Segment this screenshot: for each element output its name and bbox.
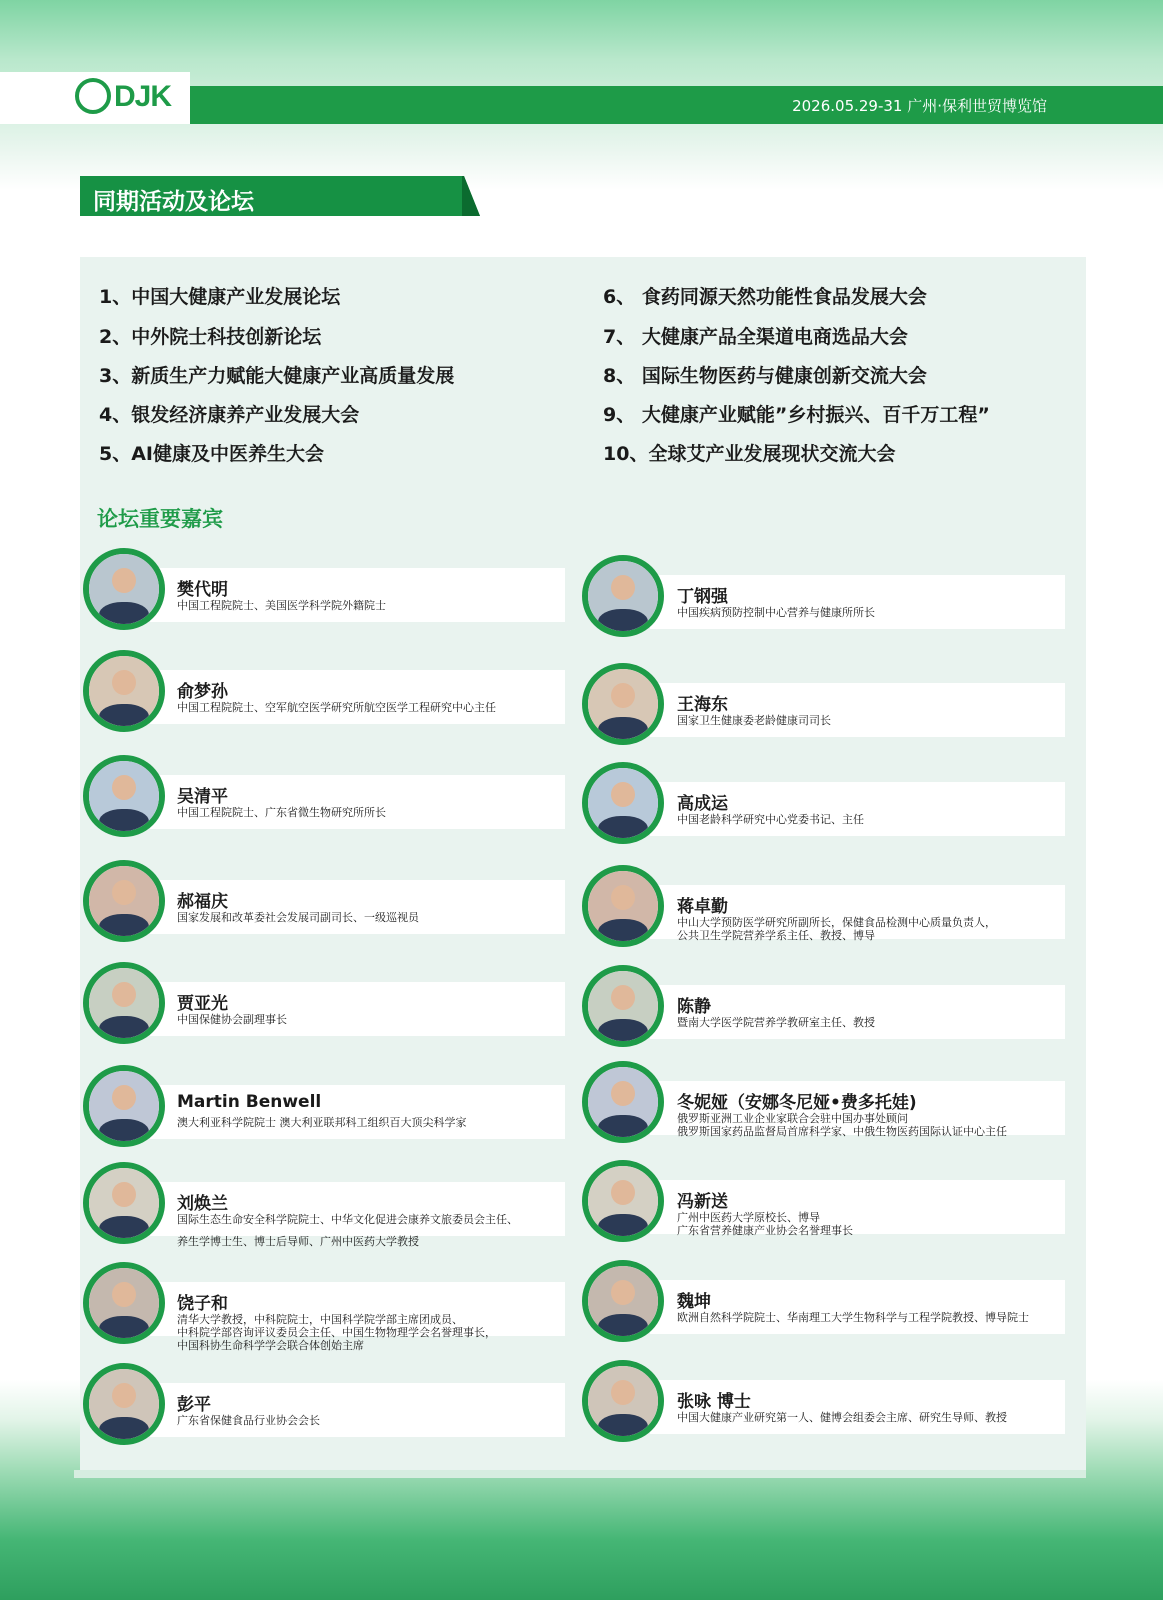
portrait-icon <box>582 1061 664 1143</box>
guest-name: 蒋卓勤 <box>677 897 728 917</box>
guest-name: Martin Benwell <box>177 1092 322 1112</box>
forum-item: 8、 国际生物医药与健康创新交流大会 <box>603 365 927 387</box>
forum-item: 10、全球艾产业发展现状交流大会 <box>603 443 896 465</box>
guest-name: 丁钢强 <box>677 587 728 607</box>
guest-title: 中科院学部咨询评议委员会主任、中国生物物理学会名誉理事长， <box>177 1326 496 1339</box>
portrait-icon <box>83 962 165 1044</box>
forum-item: 2、中外院士科技创新论坛 <box>99 326 322 348</box>
guest-title: 广东省营养健康产业协会名誉理事长 <box>677 1224 853 1237</box>
guest-title: 广东省保健食品行业协会会长 <box>177 1414 320 1427</box>
guest-name: 冯新送 <box>677 1192 728 1212</box>
guest-title: 清华大学教授，中科院院士，中国科学院学部主席团成员、 <box>177 1313 463 1326</box>
portrait-icon <box>83 650 165 732</box>
portrait-icon <box>83 1065 165 1147</box>
guest-title: 中国工程院院士、广东省微生物研究所所长 <box>177 806 386 819</box>
guest-name: 王海东 <box>677 695 728 715</box>
guest-name: 陈静 <box>677 997 711 1017</box>
guest-title: 中国工程院院士、美国医学科学院外籍院士 <box>177 599 386 612</box>
guest-title: 中国大健康产业研究第一人、健博会组委会主席、研究生导师、教授 <box>677 1411 1007 1424</box>
guest-name: 彭平 <box>177 1395 211 1415</box>
portrait-icon <box>83 1162 165 1244</box>
portrait-icon <box>582 762 664 844</box>
guest-title: 中国疾病预防控制中心营养与健康所所长 <box>677 606 875 619</box>
forum-item: 6、 食药同源天然功能性食品发展大会 <box>603 286 927 308</box>
portrait-icon <box>83 1262 165 1344</box>
guest-card-stripe <box>650 985 1065 1039</box>
guest-title: 养生学博士生、博士后导师、广州中医药大学教授 <box>177 1235 419 1248</box>
guest-title: 广州中医药大学原校长、博导 <box>677 1211 820 1224</box>
portrait-icon <box>582 663 664 745</box>
guest-title: 暨南大学医学院营养学教研室主任、教授 <box>677 1016 875 1029</box>
guests-heading: 论坛重要嘉宾 <box>97 507 223 531</box>
guest-title: 国家卫生健康委老龄健康司司长 <box>677 714 831 727</box>
portrait-icon <box>83 548 165 630</box>
guest-name: 魏坤 <box>677 1292 711 1312</box>
section-title: 同期活动及论坛 <box>93 189 254 215</box>
forum-item: 9、 大健康产业赋能”乡村振兴、百千万工程” <box>603 404 990 426</box>
guest-title: 俄罗斯国家药品监督局首席科学家、中俄生物医药国际认证中心主任 <box>677 1125 1007 1138</box>
guest-name: 冬妮娅（安娜冬尼娅•费多托娃) <box>677 1093 917 1113</box>
guest-title: 中国老龄科学研究中心党委书记、主任 <box>677 813 864 826</box>
djk-logo-icon <box>75 78 111 114</box>
date-venue: 2026.05.29-31 广州·保利世贸博览馆 <box>792 97 1047 115</box>
guest-title: 中国科协生命科学学会联合体创始主席 <box>177 1339 364 1352</box>
panel-shadow <box>74 1470 1086 1478</box>
forum-item: 7、 大健康产品全渠道电商选品大会 <box>603 326 908 348</box>
portrait-icon <box>582 965 664 1047</box>
guest-title: 中国工程院院士、空军航空医学研究所航空医学工程研究中心主任 <box>177 701 496 714</box>
guest-title: 澳大利亚科学院院士 澳大利亚联邦科工组织百大顶尖科学家 <box>177 1116 467 1129</box>
guest-name: 吴清平 <box>177 787 228 807</box>
guest-name: 刘焕兰 <box>177 1194 228 1214</box>
guest-name: 贾亚光 <box>177 994 228 1014</box>
portrait-icon <box>582 865 664 947</box>
guest-card-stripe <box>150 1383 565 1437</box>
guest-title: 欧洲自然科学院院士、华南理工大学生物科学与工程学院教授、博导院士 <box>677 1311 1029 1324</box>
portrait-icon <box>582 555 664 637</box>
guest-card-stripe <box>650 1280 1065 1334</box>
forum-item: 3、新质生产力赋能大健康产业高质量发展 <box>99 365 455 387</box>
portrait-icon <box>582 1160 664 1242</box>
guest-title: 国家发展和改革委社会发展司副司长、一级巡视员 <box>177 911 419 924</box>
guest-name: 张咏 博士 <box>677 1392 751 1412</box>
forum-item: 4、银发经济康养产业发展大会 <box>99 404 360 426</box>
guest-name: 郝福庆 <box>177 892 228 912</box>
forum-item: 5、AI健康及中医养生大会 <box>99 443 324 465</box>
logo-text: DJK <box>114 80 172 113</box>
forum-item: 1、中国大健康产业发展论坛 <box>99 286 341 308</box>
portrait-icon <box>83 860 165 942</box>
guest-title: 中山大学预防医学研究所副所长，保健食品检测中心质量负责人， <box>677 916 996 929</box>
guest-name: 俞梦孙 <box>177 682 228 702</box>
guest-name: 樊代明 <box>177 580 228 600</box>
portrait-icon <box>83 1363 165 1445</box>
guest-title: 中国保健协会副理事长 <box>177 1013 287 1026</box>
guest-name: 饶子和 <box>177 1294 228 1314</box>
guest-title: 国际生态生命安全科学院院士、中华文化促进会康养文旅委员会主任、 <box>177 1213 518 1226</box>
portrait-icon <box>582 1360 664 1442</box>
portrait-icon <box>582 1260 664 1342</box>
guest-name: 高成运 <box>677 794 728 814</box>
portrait-icon <box>83 755 165 837</box>
guest-title: 俄罗斯亚洲工业企业家联合会驻中国办事处顾问 <box>677 1112 908 1125</box>
guest-title: 公共卫生学院营养学系主任、教授、博导 <box>677 929 875 942</box>
